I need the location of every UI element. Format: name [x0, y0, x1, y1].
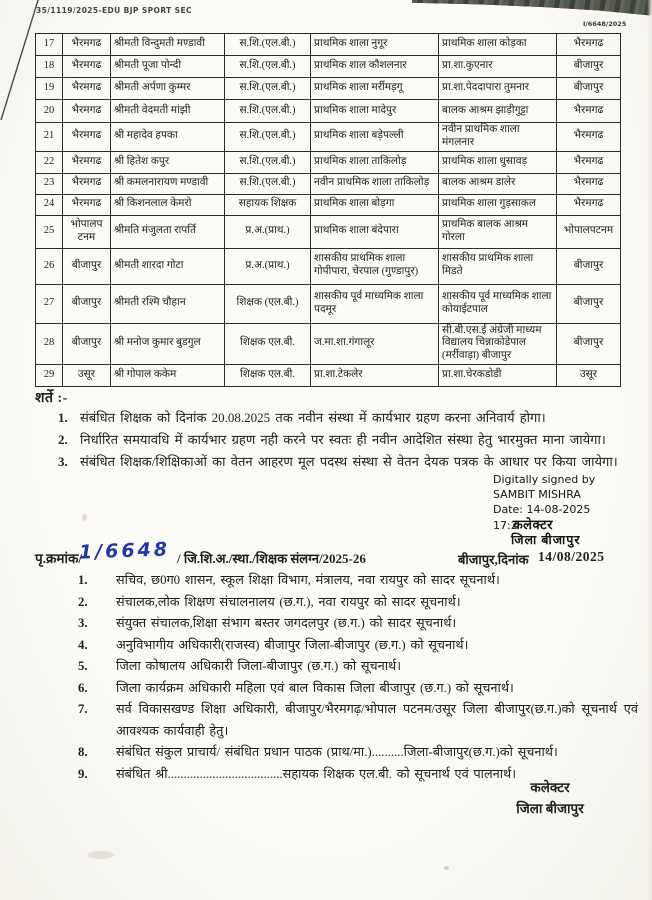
reference-prefix: पृ.क्रमांक/: [35, 551, 83, 566]
cell-to_school: बालक आश्रम झाड़ीगुट्टा: [439, 100, 557, 123]
list-item-number: 8.: [78, 745, 88, 759]
list-item-text: जिला कोषालय अधिकारी जिला-बीजापुर (छ.ग.) को सूचनार्थ।: [116, 659, 402, 673]
table-row: [36, 284, 621, 323]
cell-name: श्रीमति मंजुलता रापर्ति: [111, 215, 225, 248]
cell-district: भैरमगढ: [557, 173, 621, 194]
cell-sn: 17: [36, 34, 63, 56]
list-item-number: 7.: [78, 702, 88, 716]
distribution-item: [78, 635, 638, 657]
cell-sn: 28: [36, 323, 63, 364]
table-row: [36, 151, 621, 173]
cell-to_school: बालक आश्रम डालेर: [439, 173, 557, 194]
table-row: [36, 78, 621, 100]
cell-designation: स.शि.(एल.बी.): [225, 151, 311, 173]
cell-designation: प्र.अ.(प्राथ.): [225, 248, 311, 284]
table-row: [36, 34, 621, 56]
footer-district: जिला बीजापुर: [516, 801, 584, 816]
list-item-number: 1.: [58, 410, 68, 425]
terms-item: [58, 429, 630, 451]
list-item-text: संयुक्त संचालक,शिक्षा संभाग बस्तर जगदलपुर (छ.ग.) को सादर सूचनार्थ।: [116, 616, 457, 630]
cell-block: भैरमगढ: [63, 194, 111, 215]
cell-name: श्री हितेश कपुर: [111, 151, 225, 173]
cell-sn: 21: [36, 123, 63, 152]
distribution-item: [78, 613, 638, 635]
cell-district: बीजापुर: [557, 284, 621, 323]
cell-designation: शिक्षक एल.बी.: [225, 364, 311, 386]
page-edge-shadow: [647, 0, 652, 900]
cell-to_school: सी.बी.एस.ई अंग्रेजी माध्यम विद्यालय चिन्नाकोडेपाल (मर्रीवाड़ा) बीजापुर: [439, 323, 557, 364]
cell-sn: 24: [36, 194, 63, 215]
cell-block: बीजापुर: [63, 248, 111, 284]
list-item-text: अनुविभागीय अधिकारी(राजस्व) बीजापुर जिला-बीजापुर (छ.ग.) को सूचनार्थ।: [116, 637, 469, 652]
cell-district: बीजापुर: [557, 56, 621, 78]
teacher-transfer-table: [35, 33, 621, 387]
cell-designation: शिक्षक एल.बी.: [225, 323, 311, 364]
distribution-item: [78, 699, 638, 742]
cell-block: भैरमगढ: [63, 173, 111, 194]
footer-signature-block: [495, 777, 605, 819]
reference-date: 14/08/2025: [538, 549, 605, 564]
cell-sn: 29: [36, 364, 63, 386]
list-item-number: 9.: [78, 766, 88, 781]
cell-district: भोपालपटनम: [557, 215, 621, 248]
cell-name: श्रीमती विन्दुमती मण्डावी: [111, 34, 225, 56]
cell-district: बीजापुर: [557, 78, 621, 100]
list-item-number: 2.: [58, 432, 68, 447]
cell-to_school: प्राथमिक बालक आश्रम गोरला: [439, 215, 557, 248]
cell-district: उसूर: [557, 364, 621, 386]
cell-name: श्री महादेव हपका: [111, 123, 225, 152]
list-item-number: 5.: [78, 659, 88, 673]
page-crease-line: [1, 0, 39, 120]
endorsement-reference-line: [35, 540, 645, 574]
table-row: [36, 123, 621, 152]
cell-designation: स.शि.(एल.बी.): [225, 100, 311, 123]
cell-name: श्रीमती अर्पणा कुम्मर: [111, 78, 225, 100]
list-item-text: संबंधित संकुल प्राचार्य/ संबंधित प्रधान पाठक (प्राथ/मा.)..........जिला-बीजापुर(छ.ग.)को सूचनार्थ।: [116, 745, 558, 759]
distribution-item: [78, 742, 638, 764]
cell-from_school: प्रा.शा.टेकलेर: [311, 364, 439, 386]
cell-block: बीजापुर: [63, 323, 111, 364]
table-row: [36, 364, 621, 386]
cell-to_school: शासकीय प्राथमिक शाला मिडते: [439, 248, 557, 284]
cell-from_school: प्राथमिक शाला बंदेपारा: [311, 215, 439, 248]
digital-signature-stamp: [493, 472, 648, 548]
cell-designation: स.शि.(एल.बी.): [225, 78, 311, 100]
list-item-text: सचिव, छ0ग0 शासन, स्कूल शिक्षा विभाग, मंत्रालय, नवा रायपुर को सादर सूचनार्थ।: [116, 573, 500, 587]
cell-block: भैरमगढ: [63, 78, 111, 100]
cell-from_school: नवीन प्राथमिक शाला ताकिलोड़: [311, 173, 439, 194]
cell-block: भैरमगढ: [63, 34, 111, 56]
signature-date: Date: 14-08-2025: [493, 503, 591, 516]
cell-sn: 20: [36, 100, 63, 123]
cell-block: भैरमगढ: [63, 100, 111, 123]
cell-from_school: शासकीय प्राथमिक शाला गोपीपारा, चेरपाल (गुण्डापुर): [311, 248, 439, 284]
cell-from_school: शासकीय पूर्व माध्यमिक शाला पदमूर: [311, 284, 439, 323]
list-item-number: 4.: [78, 637, 88, 652]
terms-item: [58, 407, 630, 429]
cell-to_school: शासकीय पूर्व माध्यमिक शाला कोयाईटपाल: [439, 284, 557, 323]
cell-name: श्रीमती शारदा गोटा: [111, 248, 225, 284]
cell-from_school: प्राथमिक शाला नुगूर: [311, 34, 439, 56]
list-item-text: निर्धारित समयावधि में कार्यभार ग्रहण नही करने पर स्वतः ही नवीन आदेशित संस्था हेतु भारमुक्त माना जायेगा।: [80, 432, 606, 447]
signature-line-1: Digitally signed by: [493, 473, 596, 486]
cell-to_school: नवीन प्राथमिक शाला मंगलनार: [439, 123, 557, 152]
cell-to_school: प्रा.शा.कुएनार: [439, 56, 557, 78]
cell-to_school: प्राथमिक शाला कोड़का: [439, 34, 557, 56]
list-item-number: 1.: [78, 573, 88, 587]
cell-district: भैरमगढ: [557, 151, 621, 173]
cell-designation: स.शि.(एल.बी.): [225, 123, 311, 152]
cell-block: भैरमगढ: [63, 151, 111, 173]
cell-from_school: ज.मा.शा.गंगालूर: [311, 323, 439, 364]
list-item-number: 3.: [78, 616, 88, 630]
table-row: [36, 248, 621, 284]
cell-designation: सहायक शिक्षक: [225, 194, 311, 215]
cell-designation: प्र.अ.(प्राथ.): [225, 215, 311, 248]
distribution-item: [78, 678, 638, 700]
cell-sn: 26: [36, 248, 63, 284]
cell-name: श्रीमती पूजा पोन्दी: [111, 56, 225, 78]
cell-district: भैरमगढ: [557, 194, 621, 215]
terms-item: [58, 451, 630, 473]
cell-designation: स.शि.(एल.बी.): [225, 173, 311, 194]
list-item-text: संचालक,लोक शिक्षण संचालनालय (छ.ग.), नवा रायपुर को सादर सूचनार्थ।: [116, 594, 461, 609]
reference-place: बीजापुर,दिनांक: [458, 552, 529, 567]
cell-block: बीजापुर: [63, 284, 111, 323]
cell-district: बीजापुर: [557, 323, 621, 364]
signature-time-collector-overlap: [493, 517, 648, 533]
table-row: [36, 215, 621, 248]
cell-designation: शिक्षक (एल.बी.): [225, 284, 311, 323]
cell-district: भैरमगढ: [557, 100, 621, 123]
cell-block: भैरमगढ: [63, 56, 111, 78]
distribution-item: [78, 570, 638, 592]
cell-name: श्रीमती वेदमती मांझी: [111, 100, 225, 123]
cell-block: उसूर: [63, 364, 111, 386]
cell-district: भैरमगढ: [557, 34, 621, 56]
list-item-text: संबंधित श्री....................................सहायक शिक्षक एल.बी. को सूचनार्थ एवं पालनार्थ।: [116, 766, 517, 781]
cell-from_school: प्राथमिक शाला ताकिलोड़: [311, 151, 439, 173]
cell-sn: 25: [36, 215, 63, 248]
cell-from_school: प्राथमिक शाला बड़ेपल्ली: [311, 123, 439, 152]
cell-name: श्री मनोज कुमार बुडगुल: [111, 323, 225, 364]
cell-designation: स.शि.(एल.बी.): [225, 34, 311, 56]
signature-time: 17:2: [493, 519, 518, 532]
list-item-text: जिला कार्यक्रम अधिकारी महिला एवं बाल विकास जिला बीजापुर (छ.ग.) को सूचनार्थ।: [116, 680, 514, 695]
table-row: [36, 100, 621, 123]
cell-district: भैरमगढ: [557, 123, 621, 152]
cell-from_school: प्राथमिक शाला बोड़गा: [311, 194, 439, 215]
document-number-header: I/6648/2025: [583, 20, 627, 28]
scan-smudge: [444, 866, 449, 870]
list-item-number: 2.: [78, 594, 88, 609]
list-item-number: 3.: [58, 454, 68, 469]
distribution-list: [78, 570, 638, 785]
collector-designation-overlap: कलेक्टर: [512, 517, 553, 532]
distribution-item: [78, 656, 638, 678]
cell-sn: 27: [36, 284, 63, 323]
cell-from_school: प्राथमिक शाला मादेपुर: [311, 100, 439, 123]
list-item-text: सर्व विकासखण्ड शिक्षा अधिकारी, बीजापुर/भैरमगढ़/भोपाल पटनम/उसूर जिला बीजापुर(छ.ग.)को सूचनार्थ एवं आवश्यक कार्यवाही हेतु।: [116, 702, 638, 738]
table-row: [36, 56, 621, 78]
cell-name: श्रीमती रश्मि चौहान: [111, 284, 225, 323]
scan-smudge: [82, 514, 87, 521]
cell-sn: 22: [36, 151, 63, 173]
footer-collector: कलेक्टर: [530, 780, 570, 795]
cell-to_school: प्रा.शा.चेरकडोडी: [439, 364, 557, 386]
signature-name: SAMBIT MISHRA: [493, 488, 581, 501]
cell-block: भैरमगढ: [63, 123, 111, 152]
cell-block: भोपालप टनम: [63, 215, 111, 248]
table-row: [36, 173, 621, 194]
cell-name: श्री कमलनारायण मण्डावी: [111, 173, 225, 194]
cell-sn: 19: [36, 78, 63, 100]
cell-district: बीजापुर: [557, 248, 621, 284]
table-row: [36, 194, 621, 215]
collector-district: जिला बीजापुर: [511, 533, 581, 547]
cell-from_school: प्राथमिक शाल कौशलनार: [311, 56, 439, 78]
scan-smudge: [88, 851, 114, 859]
distribution-item: [78, 592, 638, 614]
terms-heading: शर्ते :-: [35, 391, 68, 406]
cell-to_school: प्राथमिक शाला गुड़साकल: [439, 194, 557, 215]
cell-to_school: प्रा.शा.पेददापारा तुमनार: [439, 78, 557, 100]
reference-suffix: / जि.शि.अ./स्था./शिक्षक संलग्न/2025-26: [177, 551, 366, 566]
cell-name: श्री गोपाल ककेम: [111, 364, 225, 386]
file-reference-header: 35/1119/2025-EDU BJP SPORT SEC: [36, 6, 192, 15]
list-item-number: 6.: [78, 680, 88, 695]
cell-from_school: प्राथमिक शाला मर्रीमड़गू: [311, 78, 439, 100]
cell-name: श्री किशनलाल केमरो: [111, 194, 225, 215]
cell-designation: स.शि.(एल.बी.): [225, 56, 311, 78]
cell-to_school: प्राथमिक शाला धुसावड़: [439, 151, 557, 173]
list-item-text: संबंधित शिक्षक/शिक्षिकाओं का वेतन आहरण मूल पदस्थ संस्था से वेतन देयक पत्रक के आधार पर किया जायेगा।: [80, 454, 618, 469]
terms-list: [58, 407, 630, 473]
cell-sn: 18: [36, 56, 63, 78]
cell-sn: 23: [36, 173, 63, 194]
table-row: [36, 323, 621, 364]
list-item-text: संबंधित शिक्षक को दिनांक 20.08.2025 तक नवीन संस्था में कार्यभार ग्रहण करना अनिवार्य होगा।: [80, 410, 546, 425]
reference-number-handwritten: 1/6648: [78, 538, 171, 564]
